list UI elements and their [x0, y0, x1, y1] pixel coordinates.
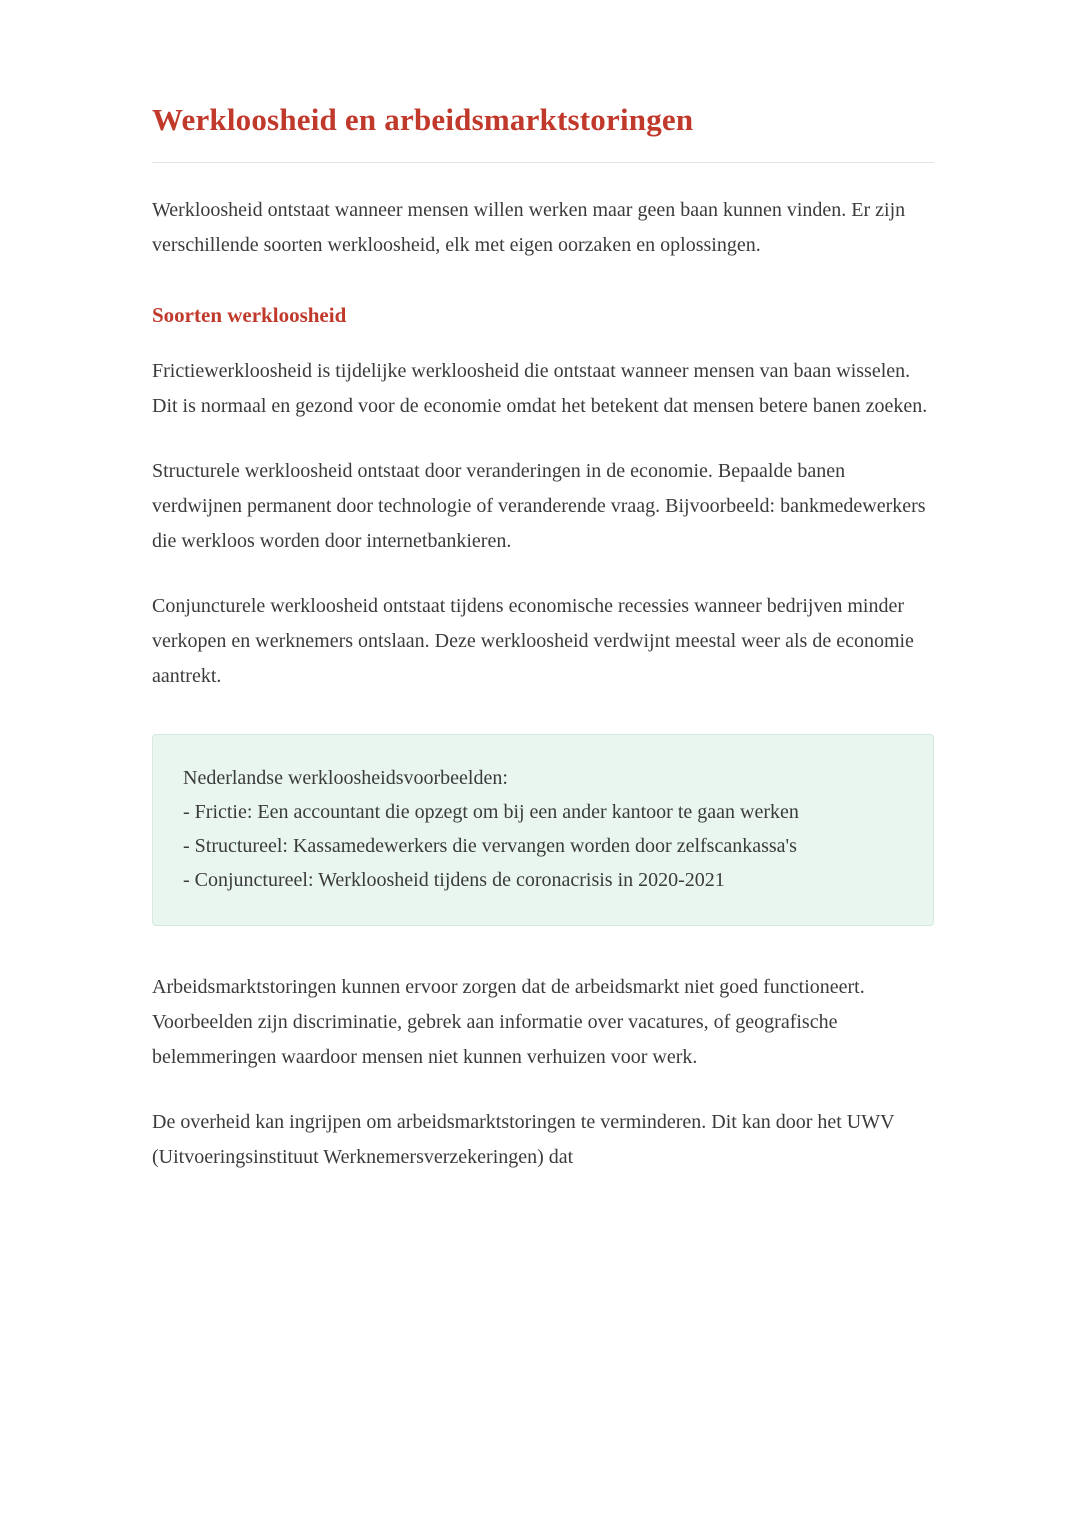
- intro-paragraph: Werkloosheid ontstaat wanneer mensen willen werken maar geen baan kunnen vinden. Er zijn verschillende soorten werkloosheid, elk met eigen oorzaken en oplossingen.: [152, 199, 906, 256]
- example-item-frictie: - Frictie: Een accountant die opzegt om bij een ander kantoor te gaan werken: [183, 801, 799, 823]
- example-box: [152, 734, 934, 926]
- paragraph-overheid-ingrijpen: De overheid kan ingrijpen om arbeidsmarktstoringen te verminderen. Dit kan door het UWV (Uitvoeringsinstituut Werknemersverzekeringen) dat: [152, 1111, 895, 1168]
- example-box-title: Nederlandse werkloosheidsvoorbeelden:: [183, 767, 508, 789]
- paragraph-conjuncturele-werkloosheid: Conjuncturele werkloosheid ontstaat tijdens economische recessies wanneer bedrijven minder verkopen en werknemers ontslaan. Deze werkloosheid verdwijnt meestal weer als de economie aantrekt.: [152, 595, 914, 687]
- example-item-structureel: - Structureel: Kassamedewerkers die vervangen worden door zelfscankassa's: [183, 835, 797, 857]
- paragraph-arbeidsmarktstoringen: Arbeidsmarktstoringen kunnen ervoor zorgen dat de arbeidsmarkt niet goed functioneert. Voorbeelden zijn discriminatie, gebrek aan informatie over vacatures, of geografische belemmeringen waardoor mensen niet kunnen verhuizen voor werk.: [152, 976, 865, 1068]
- page-title: Werkloosheid en arbeidsmarktstoringen: [152, 102, 934, 163]
- paragraph-frictiewerkloosheid: Frictiewerkloosheid is tijdelijke werkloosheid die ontstaat wanneer mensen van baan wisselen. Dit is normaal en gezond voor de economie omdat het betekent dat mensen betere banen zoeken.: [152, 360, 928, 417]
- example-item-conjunctureel: - Conjunctureel: Werkloosheid tijdens de coronacrisis in 2020-2021: [183, 869, 725, 891]
- paragraph-structurele-werkloosheid: Structurele werkloosheid ontstaat door veranderingen in de economie. Bepaalde banen verdwijnen permanent door technologie of veranderende vraag. Bijvoorbeeld: bankmedewerkers die werkloos worden door internetbankieren.: [152, 460, 926, 552]
- article: [152, 0, 934, 1175]
- section-heading-soorten-werkloosheid: Soorten werkloosheid: [152, 303, 347, 327]
